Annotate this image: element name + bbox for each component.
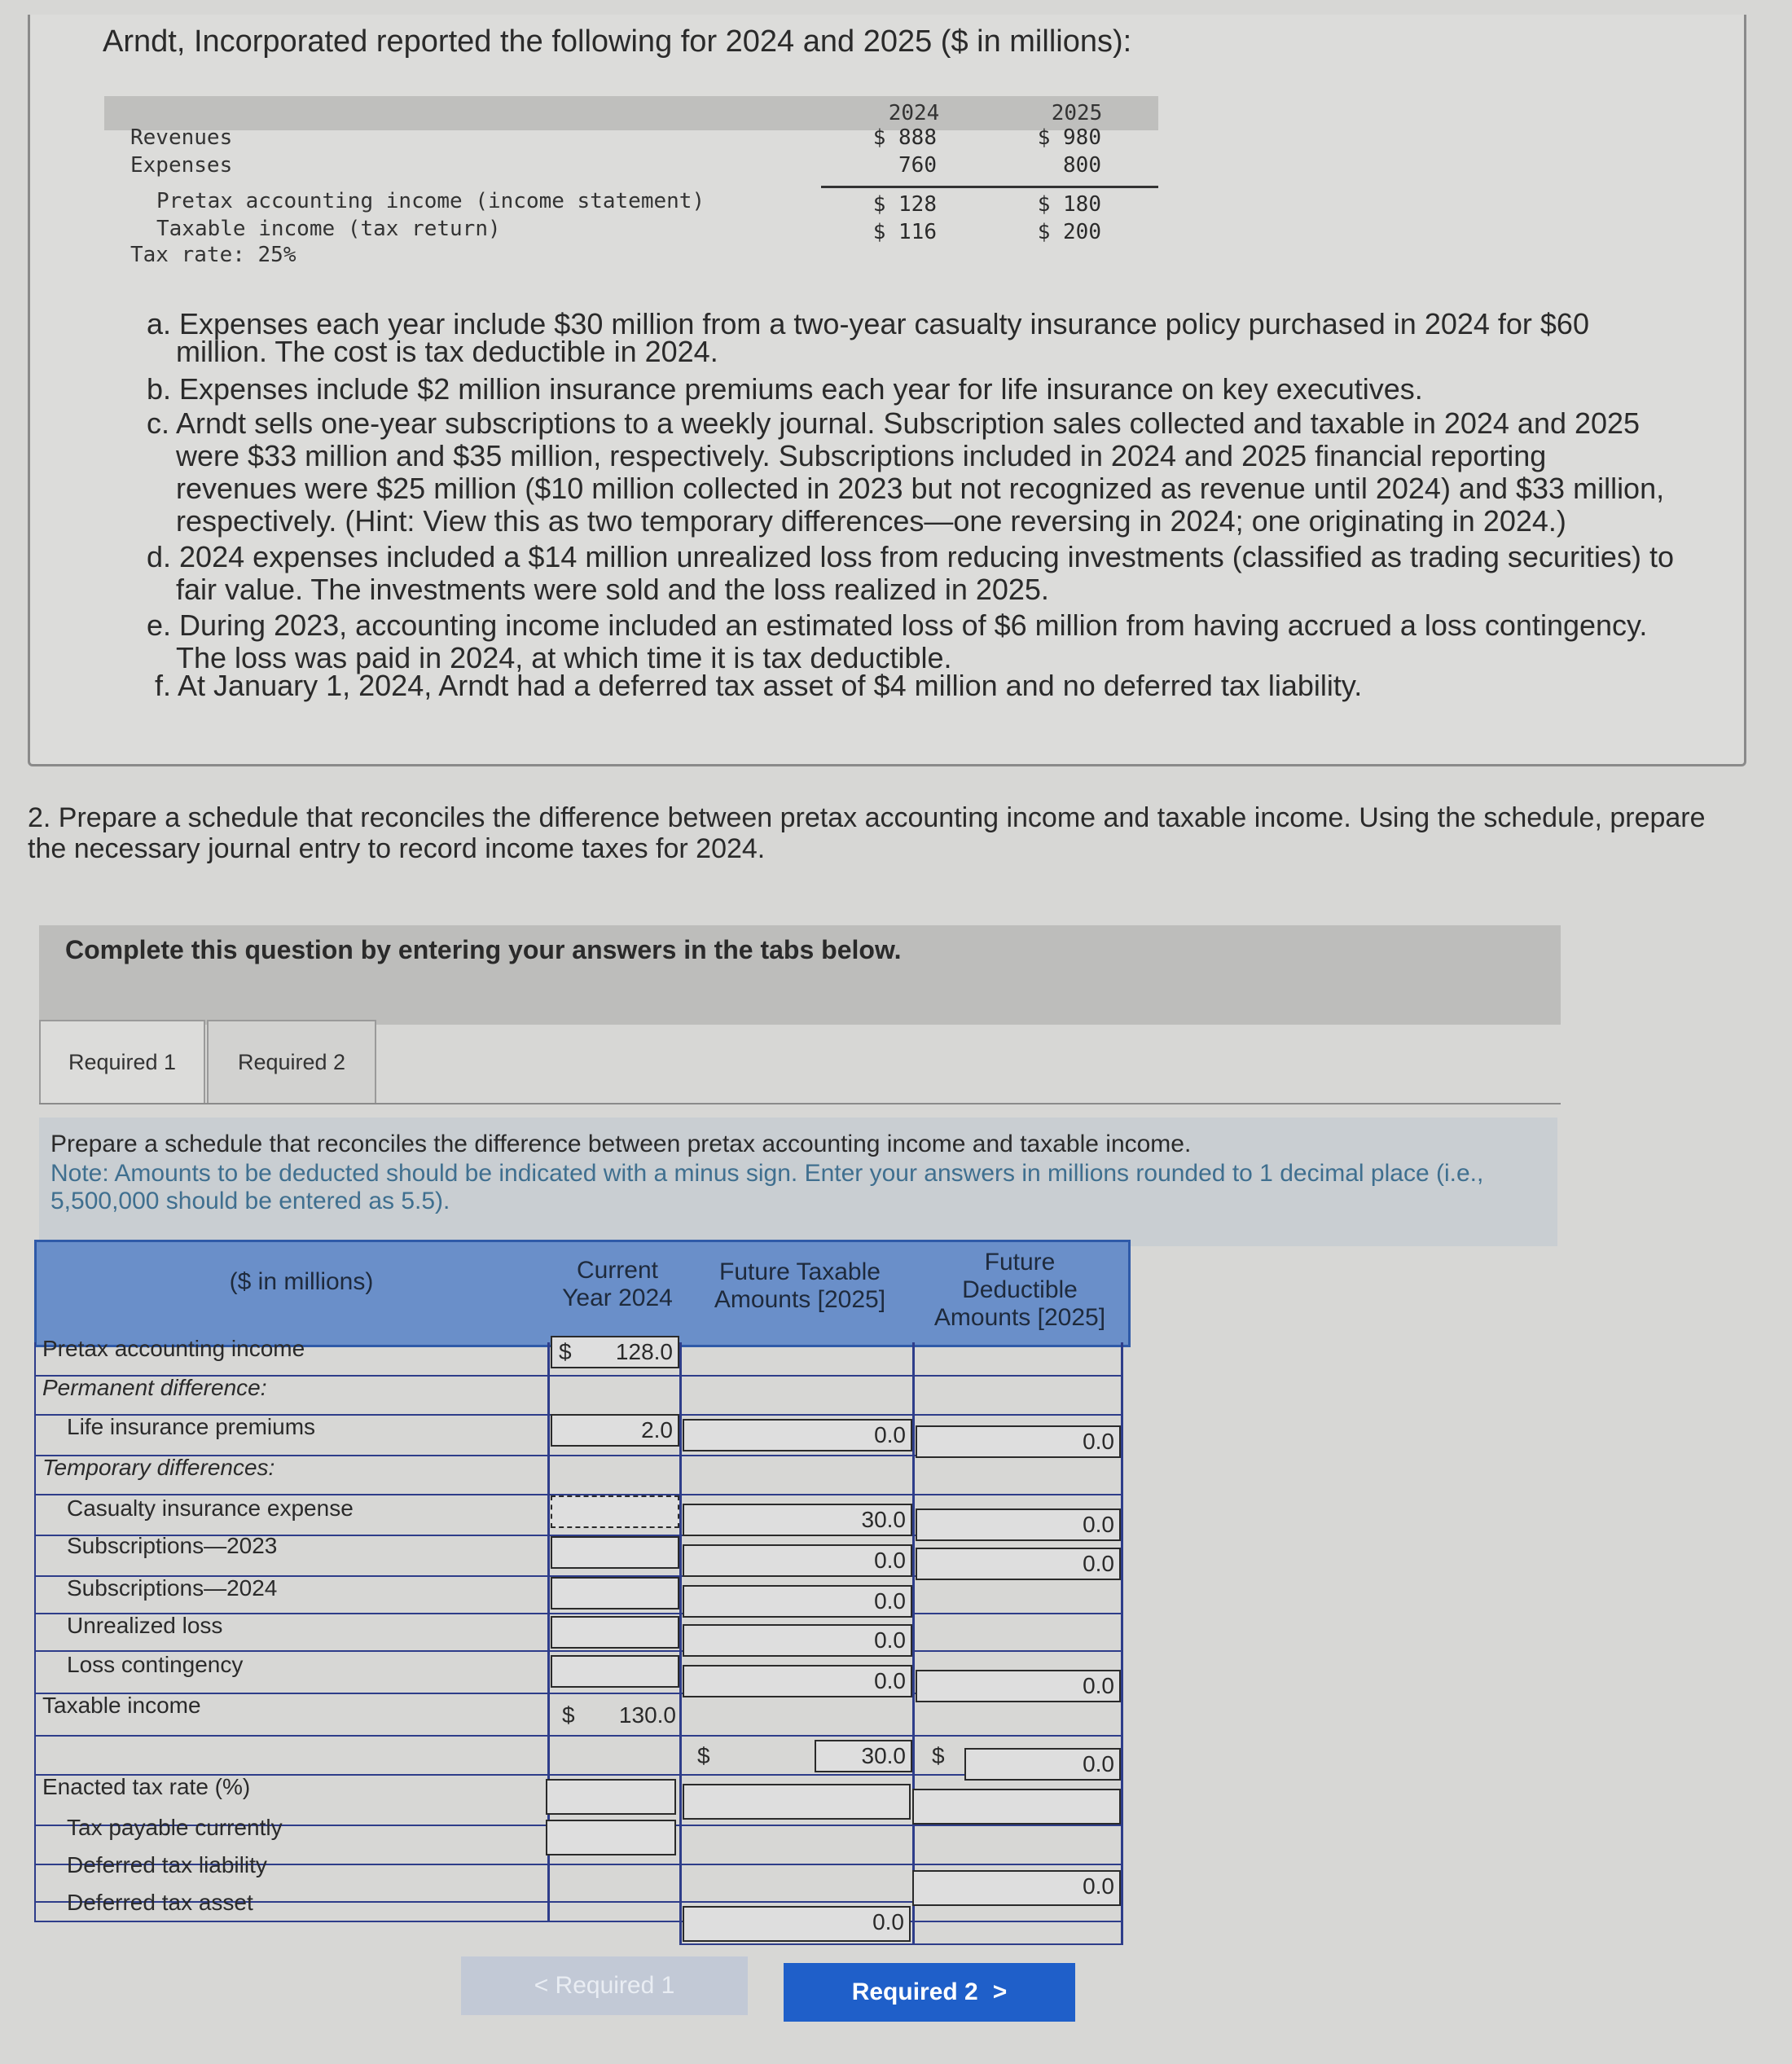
pretax-current-input[interactable] [551, 1336, 679, 1368]
unrealized-current-input[interactable] [551, 1616, 679, 1649]
rate-fta-input[interactable] [683, 1784, 911, 1820]
life-fda-input[interactable]: 0.0 [916, 1425, 1121, 1458]
dta-fda-input[interactable]: 0.0 [912, 1870, 1121, 1906]
taxable-label: Taxable income (tax return) [156, 217, 501, 241]
casualty-fda-input[interactable]: 0.0 [916, 1508, 1121, 1541]
year-2024-header: 2024 [888, 101, 940, 125]
fact-a-line1: a. Expenses each year include $30 million from a two-year casualty insurance policy purchased in 2024 for $60 [147, 307, 1589, 340]
revenues-2024: $ 888 [872, 125, 937, 150]
fact-f: f. At January 1, 2024, Arndt had a deferred tax asset of $4 million and no deferred tax liability. [155, 669, 1363, 702]
next-required-2-button[interactable] [784, 1963, 1075, 2022]
chevron-right-icon: > [992, 1978, 1008, 2005]
header-fta-line2: Amounts [2025] [714, 1286, 886, 1313]
grid-line-v4 [1121, 1342, 1123, 1945]
row-label-pretax: Pretax accounting income [42, 1336, 305, 1361]
casualty-current-input[interactable] [551, 1495, 679, 1528]
row-label-payable: Tax payable currently [67, 1815, 283, 1840]
grid-row-10 [34, 1735, 1123, 1737]
fact-e-line1: e. During 2023, accounting income included an estimated loss of $6 million from having accrued a loss contingency. [147, 608, 1648, 642]
intro-text: Arndt, Incorporated reported the following for 2024 and 2025 ($ in millions): [103, 24, 1132, 59]
fta-total-input[interactable]: 30.0 [815, 1740, 912, 1772]
header-label-column: ($ in millions) [229, 1268, 374, 1295]
fact-c-line1: c. Arndt sells one-year subscriptions to a weekly journal. Subscription sales collected and taxable in 2024 and 2025 [147, 406, 1640, 440]
row-label-casualty: Casualty insurance expense [67, 1495, 354, 1521]
pretax-current-value: 128.0 [615, 1339, 673, 1364]
contingency-current-input[interactable] [551, 1655, 679, 1688]
expenses-2025: 800 [1063, 153, 1101, 178]
pretax-2024: $ 128 [872, 192, 937, 217]
instruction-note: Note: Amounts to be deducted should be indicated with a minus sign. Enter your answers in millions rounded to 1 decimal place (i.e., 5,500,000 should be entered as 5.5). [51, 1160, 1484, 1214]
rate-fda-input[interactable] [912, 1789, 1121, 1825]
row-label-contingency: Loss contingency [67, 1652, 244, 1677]
subs2023-current-input[interactable] [551, 1536, 679, 1569]
fact-c-line2: were $33 million and $35 million, respectively. Subscriptions included in 2024 and 2025 financial reporting [176, 439, 1547, 472]
question-text: 2. Prepare a schedule that reconciles the difference between pretax accounting income and taxable income. Using the schedule, prepare the necessary journal entry to record income taxes for 2024. [28, 802, 1706, 864]
subs2024-current-input[interactable] [551, 1577, 679, 1609]
contingency-fda-input[interactable]: 0.0 [916, 1670, 1121, 1702]
payable-current-input[interactable] [546, 1820, 676, 1855]
fda-total-dollar-sign: $ [932, 1743, 945, 1768]
taxable-dollar-sign: $ [562, 1702, 575, 1728]
row-label-dtl: Deferred tax liability [67, 1852, 267, 1877]
subs2024-fta-input[interactable]: 0.0 [683, 1585, 912, 1618]
subs2023-fta-input[interactable]: 0.0 [683, 1544, 912, 1577]
tab-required-2-label: Required 2 [237, 1049, 346, 1074]
row-label-rate: Enacted tax rate (%) [42, 1774, 251, 1799]
prev-button-label: < Required 1 [534, 1972, 675, 1999]
subtotal-rule [821, 186, 1158, 188]
revenues-label: Revenues [130, 125, 233, 150]
grid-line-left [34, 1342, 36, 1922]
header-fda-line1: Future [984, 1249, 1056, 1276]
fact-d-line1: d. 2024 expenses included a $14 million unrealized loss from reducing investments (classified as trading securities) to [147, 540, 1674, 573]
grid-row-16 [679, 1943, 1123, 1945]
row-label-permanent: Permanent difference: [42, 1375, 267, 1400]
fact-d-line2: fair value. The investments were sold and the loss realized in 2025. [176, 573, 1049, 606]
header-current-line2: Year 2024 [562, 1285, 673, 1311]
pretax-label: Pretax accounting income (income statement) [156, 189, 705, 213]
life-fta-input[interactable]: 0.0 [683, 1419, 912, 1451]
pretax-dollar-sign: $ [559, 1339, 572, 1364]
taxable-2025: $ 200 [1037, 220, 1101, 244]
grid-line-v3 [912, 1342, 915, 1945]
casualty-fta-input[interactable]: 30.0 [683, 1504, 912, 1536]
revenues-2025: $ 980 [1037, 125, 1101, 150]
header-current-line1: Current [576, 1257, 659, 1284]
taxable-current-value: 130.0 [618, 1702, 676, 1728]
financials-header-bar [104, 96, 1158, 130]
tab-divider [39, 1103, 1561, 1104]
subs2023-fda-input[interactable]: 0.0 [916, 1548, 1121, 1580]
dtl-fta-input[interactable]: 0.0 [683, 1906, 911, 1942]
expenses-2024: 760 [898, 153, 937, 178]
pretax-2025: $ 180 [1037, 192, 1101, 217]
row-label-taxable: Taxable income [42, 1693, 201, 1718]
fta-total-dollar-sign: $ [697, 1743, 710, 1768]
tab-required-1-label: Required 1 [68, 1049, 177, 1074]
header-fda-line2: Deductible [962, 1276, 1078, 1303]
tab-required-1[interactable] [39, 1020, 205, 1103]
complete-instructions: Complete this question by entering your answers in the tabs below. [65, 935, 902, 964]
unrealized-fta-input[interactable]: 0.0 [683, 1624, 912, 1657]
taxable-2024: $ 116 [872, 220, 937, 244]
grid-line-v2 [679, 1342, 682, 1945]
rate-current-input[interactable] [546, 1779, 676, 1815]
header-fta-line1: Future Taxable [719, 1258, 881, 1285]
expenses-label: Expenses [130, 153, 233, 178]
next-button-label: Required 2 [851, 1978, 978, 2005]
fact-c-line3: revenues were $25 million ($10 million collected in 2023 but not recognized as revenue until 2024) and $33 million, [176, 472, 1665, 505]
row-label-subs2024: Subscriptions—2024 [67, 1575, 278, 1601]
fact-b: b. Expenses include $2 million insurance premiums each year for life insurance on key executives. [147, 372, 1423, 406]
fact-a-line2: million. The cost is tax deductible in 2024. [176, 335, 718, 368]
prev-required-1-button[interactable] [461, 1956, 748, 2015]
year-2025-header: 2025 [1051, 101, 1103, 125]
contingency-fta-input[interactable]: 0.0 [683, 1665, 912, 1697]
grid-row-15 [34, 1921, 1123, 1922]
row-label-life: Life insurance premiums [67, 1414, 316, 1439]
row-label-unrealized: Unrealized loss [67, 1613, 223, 1638]
fact-e-line2: The loss was paid in 2024, at which time it is tax deductible. [176, 641, 952, 674]
tab-required-2[interactable] [207, 1020, 376, 1103]
tax-rate: Tax rate: 25% [130, 243, 296, 267]
header-fda-line3: Amounts [2025] [933, 1304, 1106, 1331]
row-label-dta: Deferred tax asset [67, 1890, 253, 1915]
fda-total-input[interactable]: 0.0 [964, 1748, 1121, 1781]
row-label-subs2023: Subscriptions—2023 [67, 1533, 278, 1558]
row-label-temporary: Temporary differences: [42, 1455, 275, 1480]
life-current-input[interactable]: 2.0 [551, 1414, 679, 1447]
instruction-text: Prepare a schedule that reconciles the difference between pretax accounting income and taxable income. [51, 1131, 1192, 1157]
fact-c-line4: respectively. (Hint: View this as two temporary differences—one reversing in 2024; one originating in 2024.) [176, 504, 1566, 538]
